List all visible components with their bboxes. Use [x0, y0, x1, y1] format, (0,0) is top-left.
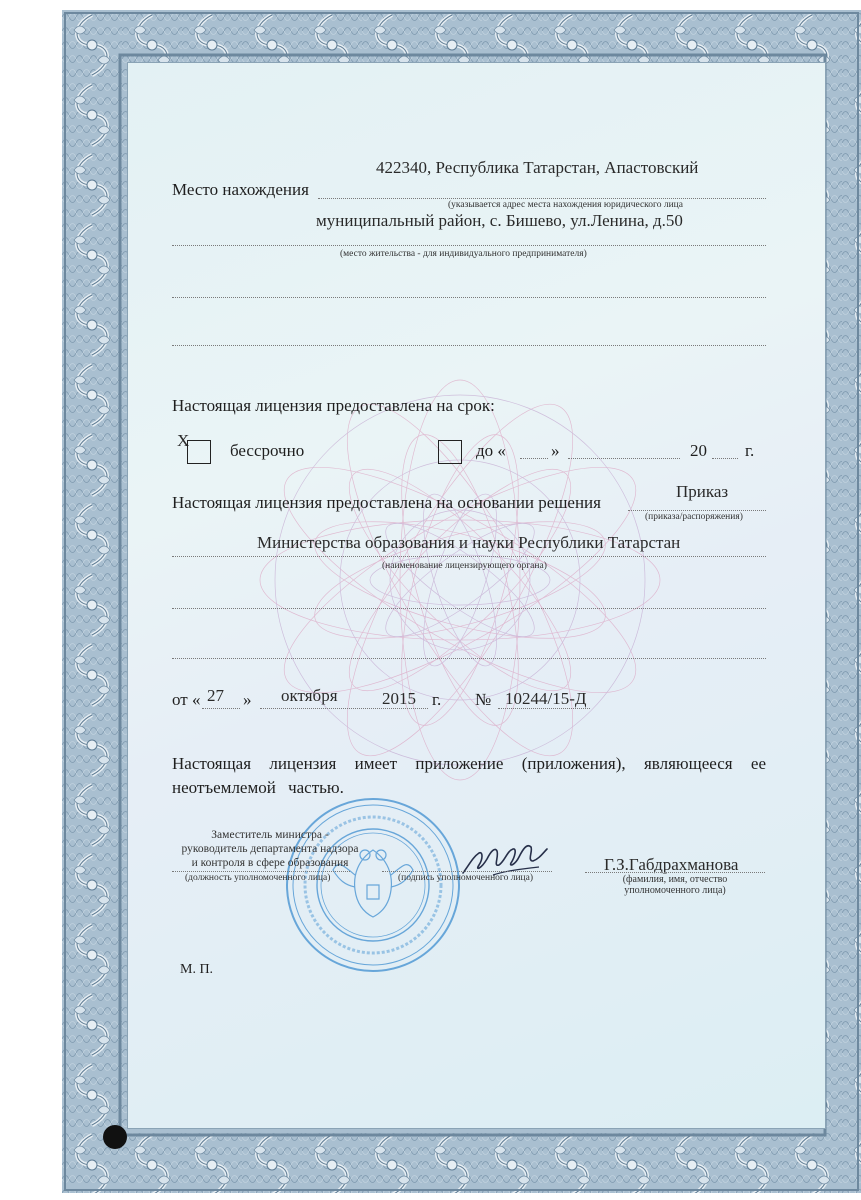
- address-line-2-rule: [172, 245, 766, 246]
- until-prefix: до «: [476, 441, 506, 460]
- address-hint-1: (указывается адрес места нахождения юридического лица: [448, 200, 683, 210]
- address-line-1: 422340, Республика Татарстан, Апастовский: [376, 158, 699, 177]
- position-hint: (должность уполномоченного лица): [185, 873, 331, 883]
- license-number: 10244/15-Д: [505, 689, 587, 708]
- blank-rule-4: [172, 658, 766, 659]
- date-year: 2015: [382, 689, 416, 708]
- until-month-rule: [568, 458, 680, 459]
- licensing-authority: Министерства образования и науки Республики Татарстан: [257, 533, 681, 552]
- signature-hint: (подпись уполномоченного лица): [398, 873, 534, 883]
- position-rule: [172, 871, 350, 872]
- seal-place-label: М. П.: [180, 962, 214, 977]
- authority-rule: [172, 556, 766, 557]
- date-year-suffix: г.: [432, 690, 442, 709]
- date-day-rule: [202, 708, 240, 709]
- name-rule: [585, 872, 765, 873]
- until-day-rule: [520, 458, 548, 459]
- official-seal-stamp: [283, 795, 463, 975]
- until-year-prefix: 20: [690, 441, 707, 460]
- blank-rule-2: [172, 345, 766, 346]
- signer-position-line-2: руководитель департамента надзора: [181, 843, 359, 855]
- date-quote-close: »: [243, 690, 252, 709]
- signer-name: Г.З.Габдрахманова: [604, 855, 739, 874]
- license-number-rule: [498, 708, 590, 709]
- blank-rule-3: [172, 608, 766, 609]
- signer-position-line-1: Заместитель министра -: [211, 829, 329, 841]
- address-line-1-rule: [318, 198, 766, 199]
- guilloche-rosette: [250, 370, 670, 790]
- name-hint-2: уполномоченного лица): [624, 885, 726, 896]
- blank-rule-1: [172, 297, 766, 298]
- address-line-2: муниципальный район, с. Бишево, ул.Ленина, д.50: [316, 211, 683, 230]
- location-label: Место нахождения: [172, 180, 309, 199]
- address-hint-2: (место жительства - для индивидуального предпринимателя): [340, 249, 587, 259]
- unlimited-mark: Х: [177, 431, 190, 450]
- unlimited-checkbox: [187, 440, 211, 464]
- date-prefix: от «: [172, 690, 201, 709]
- decision-type-rule: [628, 510, 766, 511]
- decision-type-hint: (приказа/распоряжения): [645, 512, 743, 522]
- number-sign: №: [475, 690, 492, 709]
- punch-hole: [103, 1125, 127, 1149]
- decision-type: Приказ: [676, 482, 729, 501]
- until-year-suffix: г.: [745, 441, 755, 460]
- term-heading: Настоящая лицензия предоставлена на срок:: [172, 396, 495, 415]
- unlimited-label: бессрочно: [230, 441, 305, 460]
- signature-rule: [382, 871, 552, 872]
- date-day: 27: [207, 686, 224, 705]
- until-quote: »: [551, 441, 560, 460]
- basis-heading: Настоящая лицензия предоставлена на основании решения: [172, 493, 601, 512]
- appendix-line-2: неотъемлемой частью.: [172, 778, 344, 797]
- until-year-rule: [712, 458, 738, 459]
- signer-position-line-3: и контроля в сфере образования: [191, 857, 349, 869]
- appendix-line-1: Настоящая лицензия имеет приложение (приложения), являющееся ее: [172, 754, 766, 773]
- name-hint-1: (фамилия, имя, отчество: [622, 874, 728, 885]
- authority-hint: (наименование лицензирующего органа): [382, 561, 547, 571]
- until-checkbox: [438, 440, 462, 464]
- date-month: октября: [281, 686, 338, 705]
